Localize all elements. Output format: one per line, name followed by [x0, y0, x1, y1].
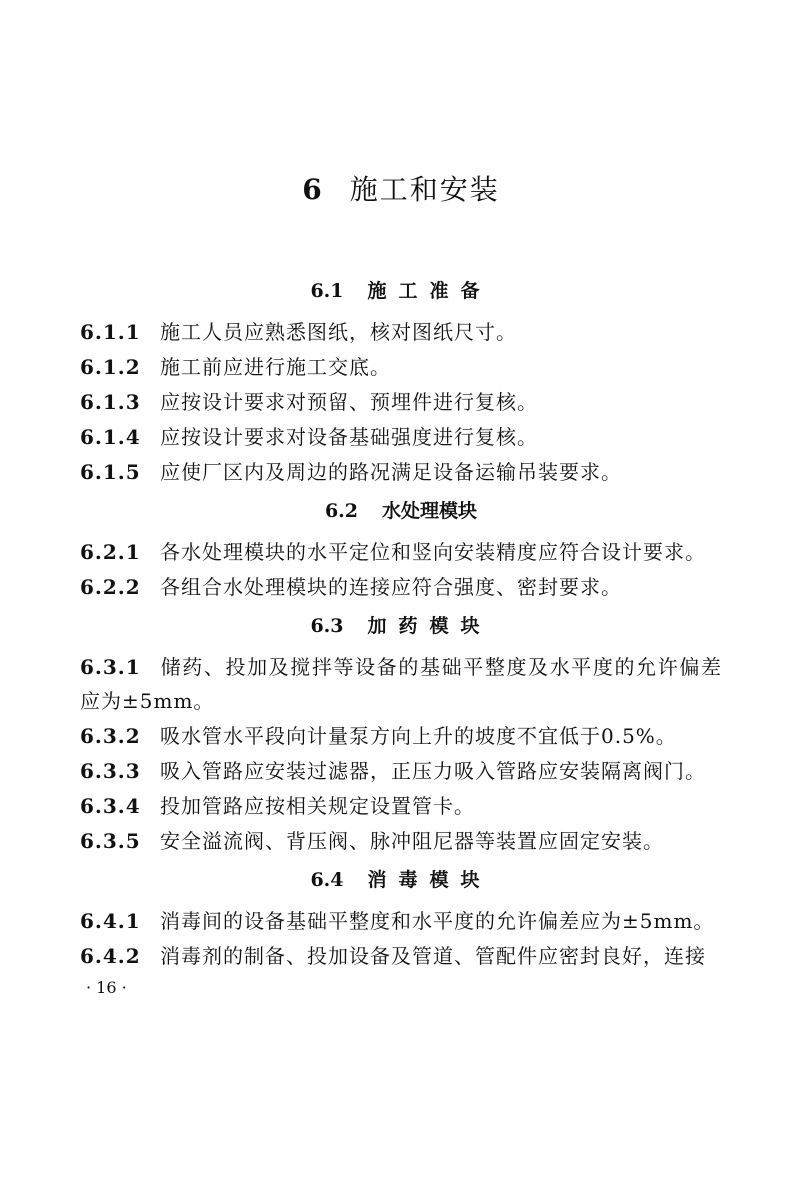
chapter-number: 6 — [302, 173, 324, 206]
clause-text: 消毒剂的制备、投加设备及管道、管配件应密封良好，连接 — [160, 944, 706, 968]
clause-number: 6.1.3 — [80, 390, 141, 414]
clause — [80, 904, 722, 938]
clause-number: 6.3.1 — [80, 655, 141, 679]
clause — [80, 535, 722, 569]
clause-text: 应按设计要求对设备基础强度进行复核。 — [160, 425, 538, 449]
clause-number: 6.2.2 — [80, 575, 141, 599]
clause — [80, 650, 722, 718]
clause-text: 应按设计要求对预留、预埋件进行复核。 — [160, 390, 538, 414]
page-number: · 16 · — [86, 978, 127, 997]
clause — [80, 719, 722, 753]
clause-text: 应使厂区内及周边的路况满足设备运输吊装要求。 — [160, 460, 622, 484]
section-number: 6.2 — [324, 500, 359, 522]
section-number: 6.3 — [310, 615, 344, 637]
clause-number: 6.3.2 — [80, 724, 141, 748]
section-title: 施工准备 — [367, 280, 492, 302]
clause-number: 6.4.2 — [80, 944, 141, 968]
clause — [80, 385, 722, 419]
clause-number: 6.1.4 — [80, 425, 141, 449]
clause-text: 各水处理模块的水平定位和竖向安装精度应符合设计要求。 — [160, 540, 706, 564]
clause — [80, 939, 722, 973]
clause-text: 施工人员应熟悉图纸，核对图纸尺寸。 — [160, 320, 517, 344]
clause — [80, 824, 722, 858]
clause-number: 6.3.3 — [80, 759, 141, 783]
section-number: 6.4 — [310, 869, 344, 891]
clause — [80, 420, 722, 454]
clause-number: 6.3.5 — [80, 829, 141, 853]
section-number: 6.1 — [310, 280, 344, 302]
clause-number: 6.4.1 — [80, 909, 141, 933]
clause-number: 6.1.1 — [80, 320, 141, 344]
clause — [80, 455, 722, 489]
section-title: 消毒模块 — [367, 869, 492, 891]
clause-text: 施工前应进行施工交底。 — [160, 355, 391, 379]
clause — [80, 789, 722, 823]
clause — [80, 350, 722, 384]
chapter-title-text: 施工和安装 — [349, 173, 500, 206]
section-heading — [80, 867, 722, 893]
clause-text: 储药、投加及搅拌等设备的基础平整度及水平度的允许偏差应为±5mm。 — [80, 655, 722, 713]
section-title: 加药模块 — [367, 615, 492, 637]
section-title: 水处理模块 — [382, 500, 478, 522]
section-heading — [80, 278, 722, 304]
chapter-title — [80, 170, 722, 210]
section-heading — [80, 498, 722, 524]
clause-number: 6.3.4 — [80, 794, 141, 818]
clause — [80, 754, 722, 788]
clause-number: 6.1.2 — [80, 355, 141, 379]
clause-text: 投加管路应按相关规定设置管卡。 — [160, 794, 475, 818]
clause-text: 吸水管水平段向计量泵方向上升的坡度不宜低于0.5%。 — [160, 724, 677, 748]
clause-text: 消毒间的设备基础平整度和水平度的允许偏差应为±5mm。 — [160, 909, 715, 933]
section-heading — [80, 613, 722, 639]
clause-text: 安全溢流阀、背压阀、脉冲阻尼器等装置应固定安装。 — [160, 829, 664, 853]
clause-text: 各组合水处理模块的连接应符合强度、密封要求。 — [160, 575, 622, 599]
clause-number: 6.1.5 — [80, 460, 141, 484]
clause — [80, 570, 722, 604]
clause-text: 吸入管路应安装过滤器，正压力吸入管路应安装隔离阀门。 — [160, 759, 706, 783]
clause — [80, 315, 722, 349]
clause-number: 6.2.1 — [80, 540, 141, 564]
